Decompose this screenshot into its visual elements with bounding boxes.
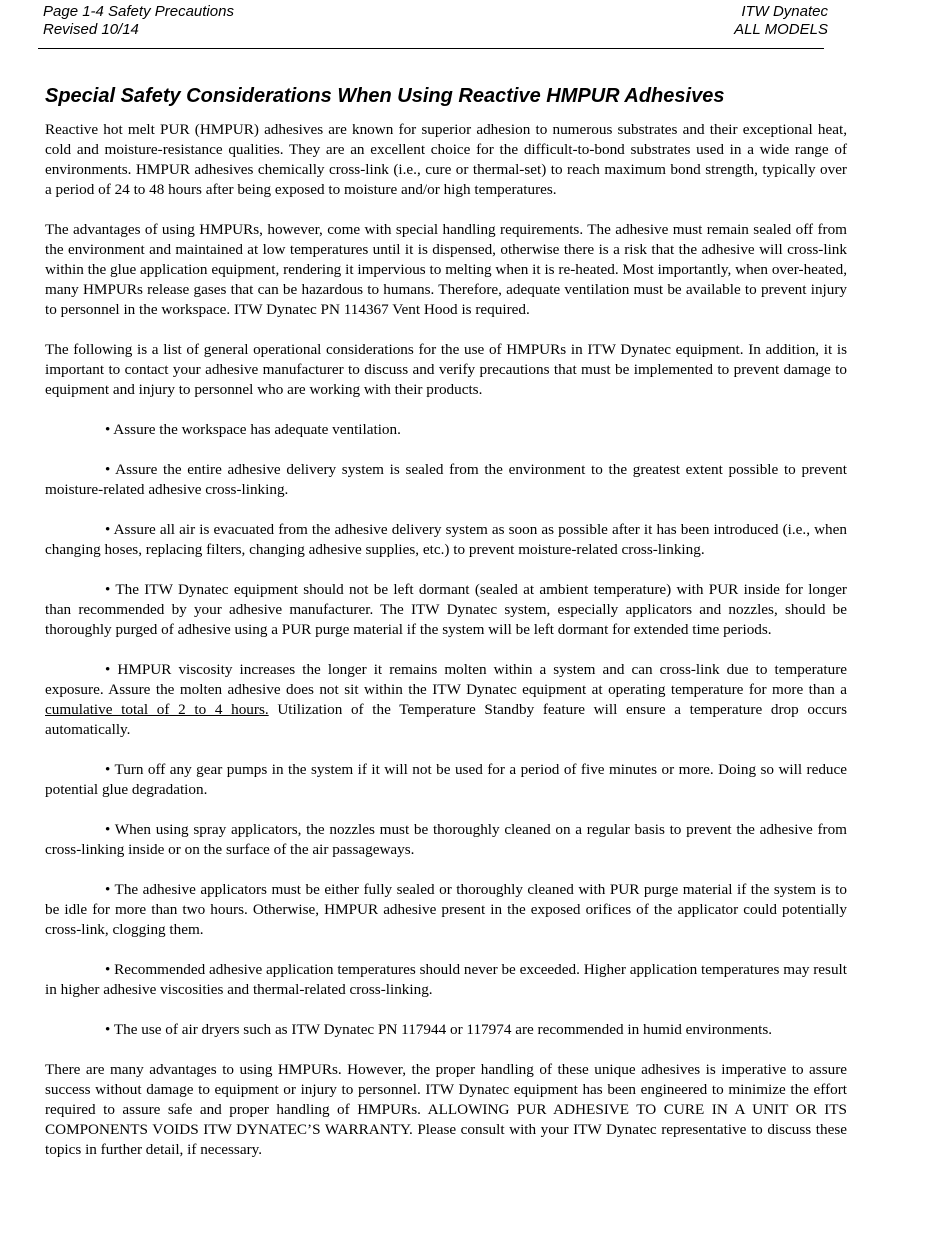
page-header-left [43, 3, 234, 39]
bullet-viscosity-underlined: cumulative total of 2 to 4 hours. [45, 701, 269, 718]
bullet-viscosity-text-1: • HMPUR viscosity increases the longer it remains molten within a system and can cross-link due to temperature exposure. Assure the molten adhesive does not sit within the ITW Dynatec equipment at operating temperature for more than a [45, 661, 847, 698]
models-label: ALL MODELS [734, 21, 828, 38]
page-header-right [734, 3, 828, 39]
intro-paragraph-3: The following is a list of general operational considerations for the use of HMPURs in ITW Dynatec equipment. In addition, it is important to contact your adhesive manufacturer to discuss and verify precautions that must be implemented to prevent damage to equipment and injury to personnel who are working with their products. [45, 341, 847, 398]
intro-paragraph-2: The advantages of using HMPURs, however, come with special handling requirements. The adhesive must remain sealed off from the environment and maintained at low temperatures until it is dispensed, otherwise there is a risk that the adhesive will cross-link within the glue application equipment, rendering it impervious to melting when it is re-heated. Most importantly, when over-heated, many HMPURs release gases that can be hazardous to humans. Therefore, adequate ventilation must be available to prevent injury to personnel in the workspace. ITW Dynatec PN 114367 Vent Hood is required. [45, 221, 847, 318]
page-title: Special Safety Considerations When Using Reactive HMPUR Adhesives [45, 85, 725, 107]
bullet-air-evacuation: • Assure all air is evacuated from the adhesive delivery system as soon as possible after it has been introduced (i.e., when changing hoses, replacing filters, changing adhesive supplies, etc.) to prevent moisture-related cross-linking. [45, 521, 847, 558]
bullet-air-dryers: • The use of air dryers such as ITW Dynatec PN 117944 or 117974 are recommended in humid environments. [105, 1021, 773, 1038]
bullet-gear-pumps: • Turn off any gear pumps in the system if it will not be used for a period of five minutes or more. Doing so will reduce potential glue degradation. [45, 761, 847, 798]
intro-paragraph-1: Reactive hot melt PUR (HMPUR) adhesives are known for superior adhesion to numerous substrates and their exceptional heat, cold and moisture-resistance qualities. They are an excellent choice for the difficult-to-bond substrates used in a wide range of environments. HMPUR adhesives chemically cross-link (i.e., cure or thermal-set) to reach maximum bond strength, typically over a period of 24 to 48 hours after being exposed to moisture and/or high temperatures. [45, 121, 847, 198]
bullet-spray-applicators: • When using spray applicators, the nozzles must be thoroughly cleaned on a regular basis to prevent the adhesive from cross-linking inside or on the surface of the air passageways. [45, 821, 847, 858]
page-number-section: Page 1-4 Safety Precautions [43, 3, 234, 20]
header-divider [38, 48, 824, 49]
document-body [45, 120, 847, 1180]
bullet-sealed-system: • Assure the entire adhesive delivery system is sealed from the environment to the greatest extent possible to prevent moisture-related adhesive cross-linking. [45, 461, 847, 498]
bullet-dormant-equipment: • The ITW Dynatec equipment should not be left dormant (sealed at ambient temperature) with PUR inside for longer than recommended by your adhesive manufacturer. The ITW Dynatec system, especially applicators and nozzles, should be thoroughly purged of adhesive using a PUR purge material if the system will be left dormant for extended time periods. [45, 581, 847, 638]
revision-date: Revised 10/14 [43, 21, 139, 38]
bullet-viscosity-text-2: Utilization of the Temperature Standby feature will ensure a temperature drop occurs automatically. [45, 701, 847, 738]
bullet-viscosity [45, 660, 847, 740]
bullet-applicators-sealed: • The adhesive applicators must be either fully sealed or thoroughly cleaned with PUR purge material if the system is to be idle for more than two hours. Otherwise, HMPUR adhesive present in the exposed orifices of the applicator could potentially cross-link, clogging them. [45, 881, 847, 938]
bullet-temperatures: • Recommended adhesive application temperatures should never be exceeded. Higher application temperatures may result in higher adhesive viscosities and thermal-related cross-linking. [45, 961, 847, 998]
company-name: ITW Dynatec [741, 3, 828, 20]
bullet-ventilation: • Assure the workspace has adequate ventilation. [105, 421, 401, 438]
closing-paragraph: There are many advantages to using HMPURs. However, the proper handling of these unique adhesives is imperative to assure success without damage to equipment or injury to personnel. ITW Dynatec equipment has been engineered to minimize the effort required to assure safe and proper handling of HMPURs. ALLOWING PUR ADHESIVE TO CURE IN A UNIT OR ITS COMPONENTS VOIDS ITW DYNATEC’S WARRANTY. Please consult with your ITW Dynatec representative to discuss these topics in further detail, if necessary. [45, 1061, 847, 1158]
